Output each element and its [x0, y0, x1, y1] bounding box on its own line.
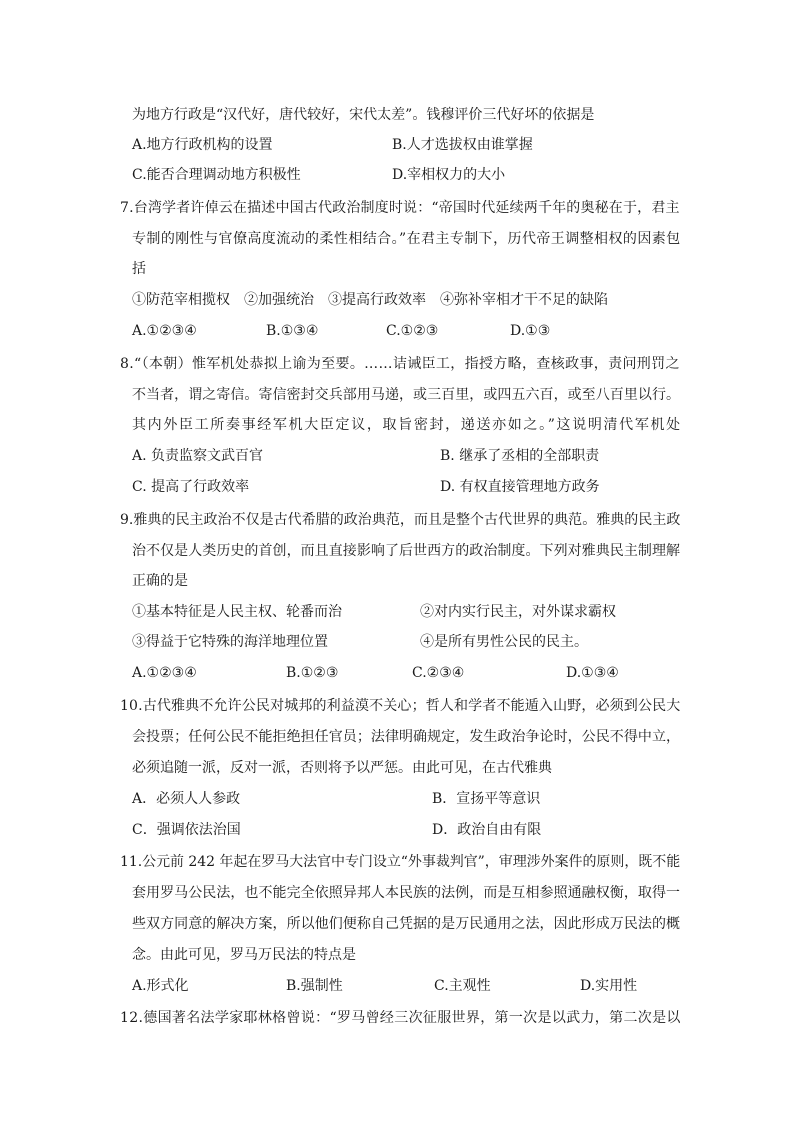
question-8-line-2: 不当者，谓之寄信。寄信密封交兵部用马递，或三百里，或四五六百，或至八百里以行。 [132, 387, 681, 403]
question-6-text: 为地方行政是“汉代好，唐代较好，宋代太差”。钱穆评价三代好坏的依据是 [132, 107, 595, 123]
statement-2: ②对内实行民主，对外谋求霸权 [420, 604, 616, 620]
statement-1: ①基本特征是人民主权、轮番而治 [132, 604, 342, 620]
question-7-line-2: 专制的刚性与官僚高度流动的柔性相结合。”在君主专制下，历代帝王调整相权的因素包 [132, 231, 681, 247]
question-11-line-3: 些双方同意的解决方案，所以他们便称自己凭据的是万民通用之法，因此形成万民法的概 [132, 916, 681, 932]
option-d: D.①③④ [566, 665, 619, 681]
option-c: C．强调依法治国 [132, 822, 241, 838]
question-10-line-1: 10.古代雅典不允许公民对城邦的利益漠不关心；哲人和学者不能遁入山野，必须到公民大 [120, 698, 681, 714]
option-c: C. 提高了行政效率 [132, 479, 250, 495]
question-11-line-2: 套用罗马公民法，也不能完全依照异邦人本民族的法例，而是互相参照通融权衡，取得一 [132, 885, 681, 901]
option-c: C.②③④ [412, 665, 465, 681]
option-c: C.主观性 [434, 978, 491, 994]
option-a: A.地方行政机构的设置 [132, 137, 273, 153]
option-b: B．宣扬平等意识 [432, 791, 541, 807]
option-a: A.①②③④ [132, 665, 197, 681]
option-b: B.①③④ [266, 323, 319, 339]
option-d: D. 有权直接管理地方政务 [440, 479, 600, 495]
option-c: C.能否合理调动地方积极性 [132, 167, 301, 183]
option-a: A．必须人人参政 [132, 791, 241, 807]
option-d: D.宰相权力的大小 [392, 167, 506, 183]
option-a: A.①②③④ [132, 323, 197, 339]
option-b: B.①②③ [286, 665, 339, 681]
question-11-line-4: 念。由此可见，罗马万民法的特点是 [132, 947, 356, 963]
question-12-line-1: 12.德国著名法学家耶林格曾说：“罗马曾经三次征服世界，第一次是以武力，第二次是以 [120, 1010, 681, 1026]
question-10-line-2: 会投票；任何公民不能拒绝担任官员；法律明确规定，发生政治争论时，公民不得中立， [132, 729, 681, 745]
question-9-line-3: 正确的是 [132, 573, 188, 589]
option-d: D.实用性 [580, 978, 638, 994]
option-b: B.强制性 [286, 978, 343, 994]
option-d: D．政治自由有限 [432, 822, 542, 838]
question-7-line-1: 7.台湾学者许倬云在描述中国古代政治制度时说：“帝国时代延续两千年的奥秘在于，君主 [120, 200, 680, 216]
option-c: C.①②③ [386, 323, 439, 339]
option-b: B. 继承了丞相的全部职责 [440, 448, 600, 464]
statement-3: ③得益于它特殊的海洋地理位置 [132, 634, 328, 650]
question-9-line-1: 9.雅典的民主政治不仅是古代希腊的政治典范，而且是整个古代世界的典范。雅典的民主政 [120, 512, 681, 528]
question-10-line-3: 必须追随一派，反对一派，否则将予以严惩。由此可见，在古代雅典 [132, 760, 552, 776]
question-7-line-3: 括 [132, 261, 146, 277]
question-8-line-3: 其内外臣工所奏事经军机大臣定议，取旨密封，递送亦如之。”这说明清代军机处 [132, 417, 682, 433]
statement-4: ④是所有男性公民的民主。 [420, 634, 588, 650]
option-d: D.①③ [510, 323, 551, 339]
question-9-line-2: 治不仅是人类历史的首创，而且直接影响了后世西方的政治制度。下列对雅典民主制理解 [132, 543, 681, 559]
question-11-line-1: 11.公元前 242 年起在罗马大法官中专门设立“外事裁判官”，审理涉外案件的原则，既不能 [120, 854, 681, 870]
option-a: A.形式化 [132, 978, 189, 994]
option-b: B.人才选拔权由谁掌握 [392, 137, 533, 153]
option-a: A. 负责监察文武百官 [132, 448, 264, 464]
question-7-items: ①防范宰相揽权 ②加强统治 ③提高行政效率 ④弥补宰相才干不足的缺陷 [132, 292, 608, 308]
question-8-line-1: 8.“（本朝）惟军机处恭拟上谕为至要。……诘诫臣工，指授方略，查核政事，责问刑罚之 [120, 356, 680, 372]
